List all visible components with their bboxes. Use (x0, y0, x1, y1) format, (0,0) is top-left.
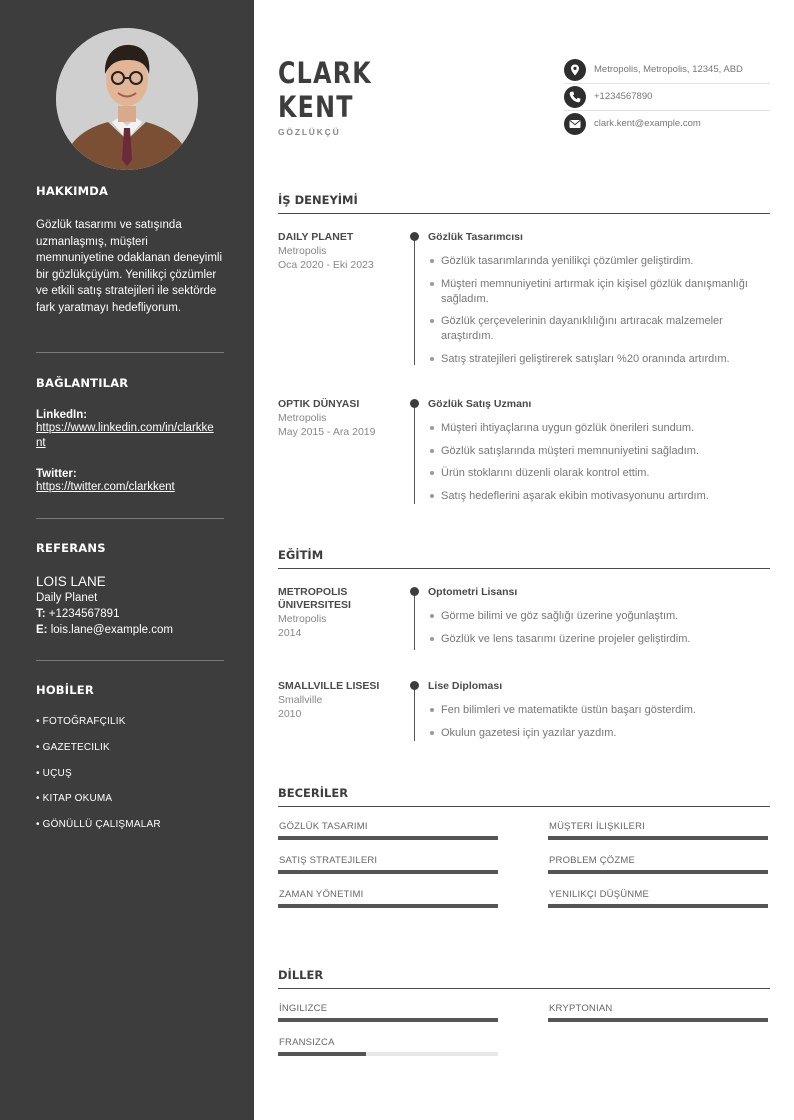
skill-bar-fill (548, 870, 768, 874)
job-role: Gözlük Satış Uzmanı (428, 398, 532, 410)
reference-section (36, 541, 224, 555)
divider (36, 518, 224, 519)
reference-heading: REFERANS (36, 541, 106, 555)
language-name: İNGILIZCE (279, 1003, 328, 1014)
about-text: Gözlük tasarımı ve satışında uzmanlaşmış, müşteri memnuniyetine odaklanan deneyimli bir gözlükçüyüm. Yenilikçi çözümler ve etkili satış stratejileri ile sektörde fark yaratmayı hedefliyorum. (36, 219, 223, 314)
reference-phone-label: T: (36, 608, 46, 620)
language-name: FRANSIZCA (279, 1037, 335, 1048)
experience-heading: İŞ DENEYİMİ (278, 193, 770, 214)
bullet-item: Gözlük ve lens tasarımı üzerine projeler geliştirdim. (428, 632, 770, 647)
job-role: Gözlük Tasarımcısı (428, 231, 523, 243)
first-name: CLARK (278, 56, 372, 90)
timeline-dot (410, 232, 419, 241)
skills-heading: BECERİLER (278, 786, 770, 807)
school-year: 2014 (278, 627, 302, 639)
language-name: KRYPTONIAN (549, 1003, 613, 1014)
skill-item (278, 889, 498, 908)
skill-bar-fill (278, 870, 498, 874)
skill-name: PROBLEM ÇÖZME (549, 855, 635, 866)
location-pin-icon (564, 59, 586, 81)
bullet-item: Gözlük tasarımlarında yenilikçi çözümler geliştirdim. (428, 254, 770, 269)
divider (36, 352, 224, 353)
timeline-line (414, 686, 415, 741)
language-item (278, 1037, 498, 1056)
links-heading: BAĞLANTILAR (36, 376, 129, 390)
company-location: Metropolis (278, 412, 327, 424)
twitter-block (36, 468, 224, 495)
hobby-item: • GÖNÜLLÜ ÇALIŞMALAR (36, 819, 161, 830)
skill-bar-fill (548, 904, 768, 908)
skill-item (278, 821, 498, 840)
company-location: Metropolis (278, 245, 327, 257)
last-name: KENT (278, 90, 354, 124)
links-section (36, 376, 224, 390)
twitter-label: Twitter: (36, 468, 77, 480)
language-bar (278, 1018, 498, 1022)
reference-block (36, 574, 224, 638)
skill-name: YENILIKÇI DÜŞÜNME (549, 889, 650, 900)
education-entry-left (278, 680, 398, 721)
skill-bar (278, 870, 498, 874)
language-bar (278, 1052, 498, 1056)
experience-entry-left (278, 398, 398, 439)
school-location: Metropolis (278, 613, 327, 625)
skill-bar (548, 836, 768, 840)
timeline-dot (410, 399, 419, 408)
degree-name: Optometri Lisansı (428, 586, 518, 598)
bullet-item: Fen bilimleri ve matematikte üstün başarı gösterdim. (428, 703, 770, 718)
reference-email: lois.lane@example.com (50, 624, 173, 636)
hobby-item: • GAZETECILIK (36, 742, 110, 753)
about-section (36, 184, 224, 198)
skill-item (548, 821, 768, 840)
timeline-line (414, 404, 415, 504)
skill-name: ZAMAN YÖNETIMI (279, 889, 364, 900)
skill-name: MÜŞTERI İLIŞKILERI (549, 821, 645, 832)
reference-phone: +1234567891 (48, 608, 120, 620)
language-bar (548, 1018, 768, 1022)
hobbies-list (36, 716, 224, 836)
skill-bar (278, 836, 498, 840)
timeline-dot (410, 681, 419, 690)
company-name: OPTIK DÜNYASI (278, 398, 360, 410)
school-location: Smallville (278, 694, 323, 706)
reference-phone-row (36, 606, 224, 622)
job-title: GÖZLÜKÇÜ (278, 127, 341, 137)
school-name: SMALLVILLE LISESI (278, 680, 380, 692)
job-dates: Oca 2020 - Eki 2023 (278, 259, 374, 271)
bullet-item: Müşteri ihtiyaçlarına uygun gözlük önerileri sundum. (428, 421, 770, 436)
hobbies-heading: HOBİLER (36, 683, 94, 697)
address-text: Metropolis, Metropolis, 12345, ABD (594, 64, 743, 75)
phone-text: +1234567890 (594, 91, 653, 102)
bullet-item: Ürün stoklarını düzenli olarak kontrol ettim. (428, 466, 770, 481)
mail-icon (564, 113, 586, 135)
contact-email (564, 111, 770, 138)
bullet-item: Satış stratejileri geliştirerek satışları %20 oranında artırdım. (428, 352, 770, 367)
main-content (278, 0, 770, 1120)
bullet-item: Müşteri memnuniyetini artırmak için kişisel gözlük danışmanlığı sağladım. (428, 277, 770, 307)
hobbies-section (36, 683, 224, 697)
language-item (548, 1003, 768, 1022)
experience-entry-left (278, 231, 398, 272)
job-dates: May 2015 - Ara 2019 (278, 426, 376, 438)
hobby-item: • KITAP OKUMA (36, 793, 113, 804)
skill-item (548, 855, 768, 874)
bullet-item: Satış hedeflerini aşarak ekibin motivasyonunu artırdım. (428, 489, 770, 504)
skill-item (548, 889, 768, 908)
education-heading: EĞİTİM (278, 548, 770, 569)
language-bar-fill (548, 1018, 768, 1022)
bullet-item: Gözlük satışlarında müşteri memnuniyetini sağladım. (428, 444, 770, 459)
skill-bar-fill (278, 836, 498, 840)
skill-bar-fill (278, 904, 498, 908)
avatar (56, 28, 198, 170)
reference-email-row (36, 622, 224, 638)
hobby-item: • UÇUŞ (36, 768, 72, 779)
contact-phone (564, 84, 770, 111)
degree-name: Lise Diploması (428, 680, 503, 692)
sidebar (0, 0, 254, 1120)
email-text[interactable]: clark.kent@example.com (594, 118, 701, 129)
skill-bar-fill (548, 836, 768, 840)
linkedin-link[interactable]: https://www.linkedin.com/in/clarkkent (36, 422, 214, 449)
bullet-item: Görme bilimi ve göz sağlığı üzerine yoğunlaştım. (428, 609, 770, 624)
languages-heading: DİLLER (278, 968, 770, 989)
timeline-line (414, 237, 415, 365)
bullet-item: Okulun gazetesi için yazılar yazdım. (428, 726, 770, 741)
skill-bar (548, 904, 768, 908)
education-bullets (428, 703, 770, 748)
hobby-item: • FOTOĞRAFÇILIK (36, 716, 126, 727)
linkedin-block (36, 409, 224, 451)
skill-bar (278, 904, 498, 908)
company-name: DAILY PLANET (278, 231, 354, 243)
person-name (278, 56, 372, 124)
school-name: METROPOLIS ÜNIVERSITESI (278, 586, 351, 611)
reference-email-label: E: (36, 624, 48, 636)
skill-bar (548, 870, 768, 874)
language-item (278, 1003, 498, 1022)
bullet-item: Gözlük çerçevelerinin dayanıklılığını artıracak malzemeler araştırdım. (428, 314, 770, 344)
job-bullets (428, 421, 770, 511)
timeline-dot (410, 587, 419, 596)
contact-address (564, 57, 770, 84)
education-entry-left (278, 586, 374, 640)
skill-name: SATIŞ STRATEJILERI (279, 855, 378, 866)
divider (36, 660, 224, 661)
twitter-link[interactable]: https://twitter.com/clarkkent (36, 481, 175, 493)
profile-photo (56, 28, 198, 170)
school-year: 2010 (278, 708, 302, 720)
phone-icon (564, 86, 586, 108)
language-bar-fill (278, 1018, 498, 1022)
timeline-line (414, 592, 415, 650)
reference-name: LOIS LANE (36, 574, 106, 589)
reference-company: Daily Planet (36, 592, 98, 604)
skill-name: GÖZLÜK TASARIMI (279, 821, 368, 832)
linkedin-label: LinkedIn: (36, 409, 88, 421)
language-bar-fill (278, 1052, 366, 1056)
skill-item (278, 855, 498, 874)
job-bullets (428, 254, 770, 374)
about-heading: HAKKIMDA (36, 184, 109, 198)
education-bullets (428, 609, 770, 654)
